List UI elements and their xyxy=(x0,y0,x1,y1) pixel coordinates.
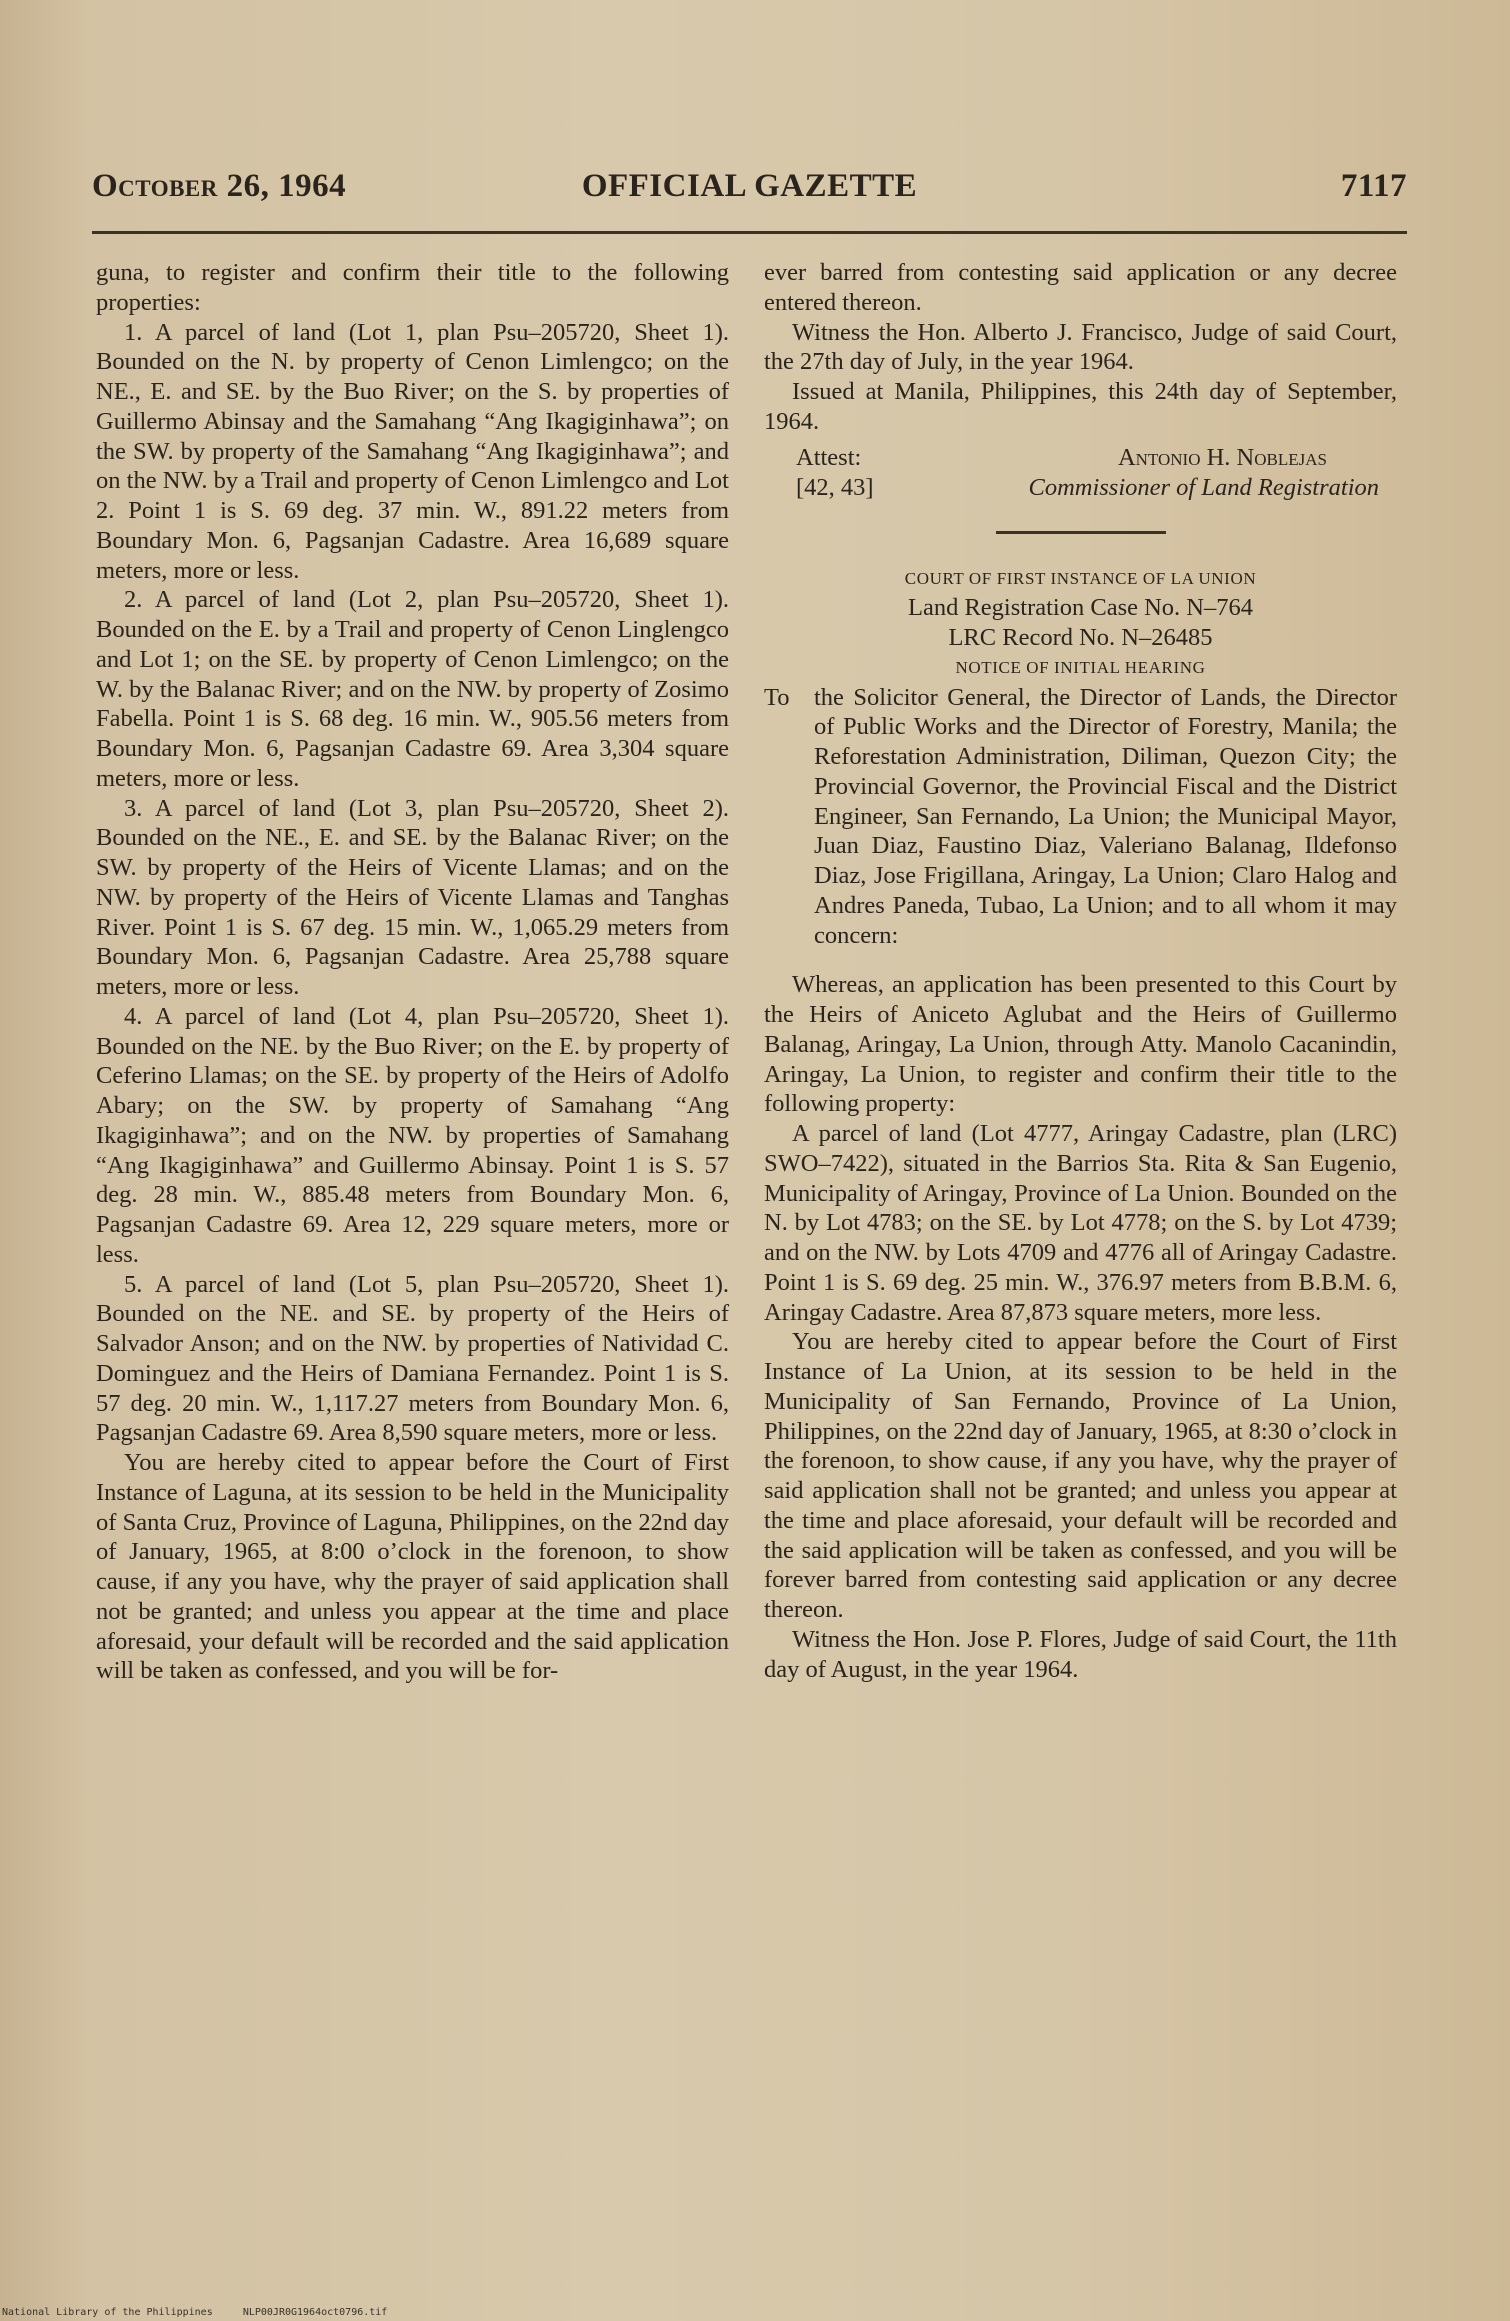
court-heading: COURT OF FIRST INSTANCE OF LA UNION xyxy=(904,568,1257,588)
citation-paragraph: You are hereby cited to appear before the Court of First Instance of La Union, at its session to be held in the Municipality of San Fernando, Province of La Union, Philippines, on the 22nd day of January, 1965, at 8:30 o’clock in the forenoon, to show cause, if any you have, why the prayer of said application shall not be granted; and unless you appear at the time and place aforesaid, your default will be recorded and the said application will be taken as confessed, and you will be forever barred from contesting said application or any decree thereon. xyxy=(764,1328,1397,1623)
header-date: October 26, 1964 xyxy=(92,168,347,204)
attest-reference: [42, 43] xyxy=(796,473,874,501)
left-paragraph: guna, to register and confirm their title to the following properties: xyxy=(96,259,729,316)
left-column xyxy=(96,258,729,1686)
header-rule xyxy=(92,231,1407,234)
header-page-number: 7117 xyxy=(1340,168,1407,204)
attest-name: Antonio H. Noblejas xyxy=(1117,443,1327,471)
section-divider xyxy=(996,531,1166,534)
left-paragraph: You are hereby cited to appear before the Court of First Instance of Laguna, at its session to be held in the Municipality of Santa Cruz, Province of Laguna, Philippines, on the 22nd day of January, 1965, at 8:00 o’clock in the forenoon, to show cause, if any you have, why the prayer of said application shall not be granted; and unless you appear at the time and place aforesaid, your default will be recorded and the said application will be taken as confessed, and you will be for- xyxy=(96,1449,729,1685)
attest-block xyxy=(764,443,1397,503)
continuation-paragraph: ever barred from contesting said application or any decree entered thereon. xyxy=(764,259,1397,316)
header-title: OFFICIAL GAZETTE xyxy=(581,168,918,204)
left-paragraph: 1. A parcel of land (Lot 1, plan Psu–205720, Sheet 1). Bounded on the N. by property of Cenon Limlengco; on the NE., E. and SE. by the Buo River; on the S. by properties of Guillermo Abinsay and the Samahang “Ang Ikagiginhawa”; on the SW. by property of the Samahang “Ang Ikagiginhawa”; and on the NW. by a Trail and property of Cenon Limlengco and Lot 2. Point 1 is S. 69 deg. 37 min. W., 891.22 meters from Boundary Mon. 6, Pagsanjan Cadastre. Area 16,689 square meters, more or less. xyxy=(96,318,729,584)
attest-title: Commissioner of Land Registration xyxy=(1028,473,1379,501)
witness-paragraph: Witness the Hon. Jose P. Flores, Judge of said Court, the 11th day of August, in the year 1964. xyxy=(764,1625,1397,1683)
page-header xyxy=(92,168,1407,218)
notice-heading: NOTICE OF INITIAL HEARING xyxy=(955,657,1206,677)
witness-paragraph: Witness the Hon. Alberto J. Francisco, Judge of said Court, the 27th day of July, in the year 1964. xyxy=(764,318,1397,376)
whereas-paragraph: Whereas, an application has been presented to this Court by the Heirs of Aniceto Aglubat and the Heirs of Guillermo Balanag, Aringay, La Union, through Atty. Manolo Cacanindin, Aringay, La Union, to register and confirm their title to the following property: xyxy=(764,971,1397,1118)
scan-source-footer: National Library of the Philippines NLP00JR0G1964oct0796.tif xyxy=(2,2307,388,2318)
issued-paragraph: Issued at Manila, Philippines, this 24th day of September, 1964. xyxy=(764,378,1397,435)
to-label: To xyxy=(764,683,790,711)
left-paragraph: 4. A parcel of land (Lot 4, plan Psu–205720, Sheet 1). Bounded on the NE. by the Buo River; on the E. by property of Ceferino Llamas; on the SE. by property of the Heirs of Adolfo Abary; on the SW. by property of Samahang “Ang Ikagiginhawa”; and on the NW. by properties of Samahang “Ang Ikagiginhawa” and Guillermo Abinsay. Point 1 is S. 57 deg. 28 min. W., 885.48 meters from Boundary Mon. 6, Pagsanjan Cadastre 69. Area 12, 229 square meters, more or less. xyxy=(96,1002,729,1268)
left-paragraph: 3. A parcel of land (Lot 3, plan Psu–205720, Sheet 2). Bounded on the NE., E. and SE. by the Balanac River; on the SW. by property of the Heirs of Vicente Llamas; and on the NW. by property of the Heirs of Vicente Llamas and Tanghas River. Point 1 is S. 67 deg. 15 min. W., 1,065.29 meters from Boundary Mon. 6, Pagsanjan Cadastre. Area 25,788 square meters, more or less. xyxy=(96,794,729,1000)
left-paragraph: 5. A parcel of land (Lot 5, plan Psu–205720, Sheet 1). Bounded on the NE. and SE. by property of the Heirs of Salvador Anson; and on the NW. by properties of Natividad C. Dominguez and the Heirs of Damiana Fernandez. Point 1 is S. 57 deg. 20 min. W., 1,117.27 meters from Boundary Mon. 6, Pagsanjan Cadastre 69. Area 8,590 square meters, more or less. xyxy=(96,1270,729,1447)
record-number: LRC Record No. N–26485 xyxy=(948,624,1213,651)
property-paragraph: A parcel of land (Lot 4777, Aringay Cadastre, plan (LRC) SWO–7422), situated in the Barrios Sta. Rita & San Eugenio, Municipality of Aringay, Province of La Union. Bounded on the N. by Lot 4783; on the SE. by Lot 4778; on the S. by Lot 4739; and on the NW. by Lots 4709 and 4776 all of Aringay Cadastre. Point 1 is S. 69 deg. 25 min. W., 376.97 meters from B.B.M. 6, Aringay Cadastre. Area 87,873 square meters, more less. xyxy=(764,1120,1397,1326)
case-number: Land Registration Case No. N–764 xyxy=(908,594,1253,622)
addressee-block xyxy=(764,683,1397,951)
attest-label: Attest: xyxy=(796,443,862,471)
addressee-list: the Solicitor General, the Director of Lands, the Director of Public Works and the Director of Forestry, Manila; the Reforestation Administration, Diliman, Quezon City; the Provincial Governor, the Provincial Fiscal and the District Engineer, San Fernando, La Union; the Municipal Mayor, Juan Diaz, Faustino Diaz, Valeriano Balanag, Ildefonso Diaz, Jose Frigillana, Aringay, La Union; Claro Halog and Andres Paneda, Tubao, La Union; and to all whom it may concern: xyxy=(814,683,1397,949)
right-column xyxy=(764,258,1397,1684)
left-paragraph: 2. A parcel of land (Lot 2, plan Psu–205720, Sheet 1). Bounded on the E. by a Trail and property of Cenon Linglengco and Lot 1; on the SE. by property of Cenon Limlengco; on the W. by the Balanac River; and on the NW. by property of Zosimo Fabella. Point 1 is S. 68 deg. 16 min. W., 905.56 meters from Boundary Mon. 6, Pagsanjan Cadastre 69. Area 3,304 square meters, more or less. xyxy=(96,586,729,792)
